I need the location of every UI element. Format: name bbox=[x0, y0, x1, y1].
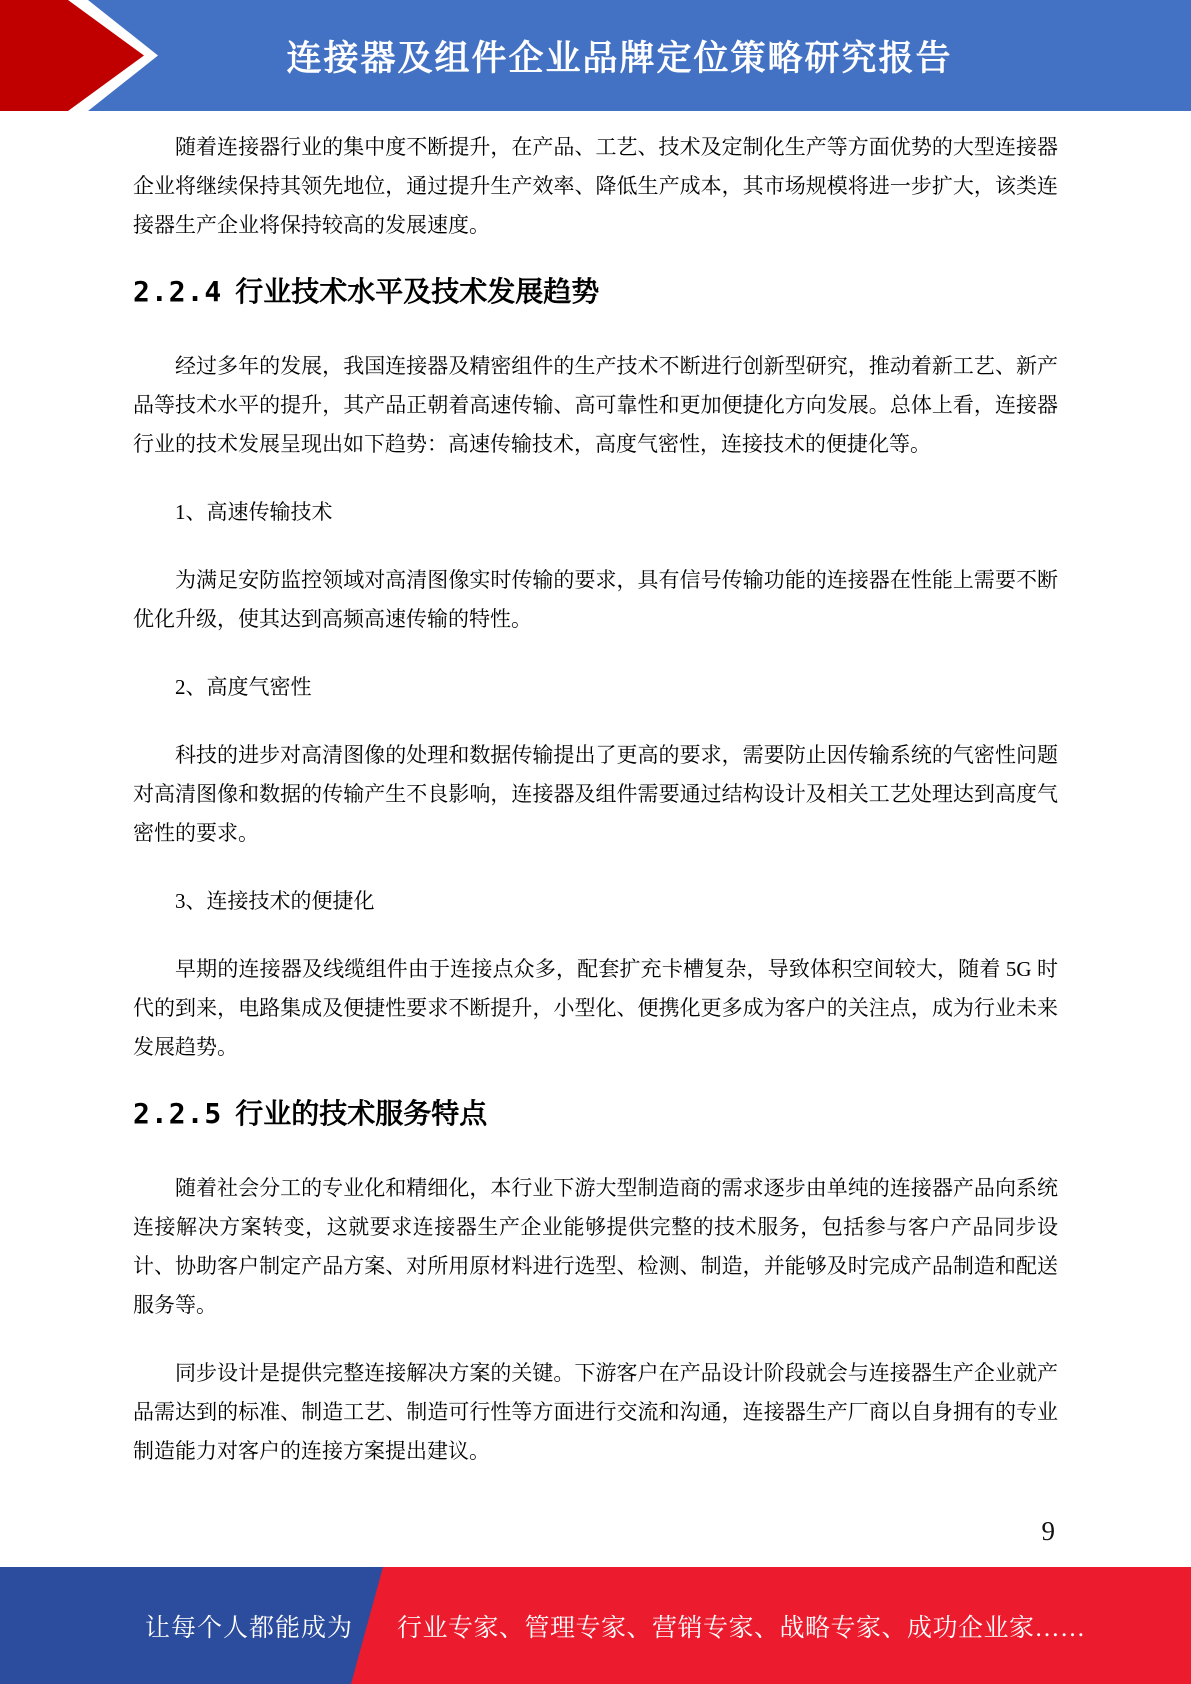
subsection-paragraph-2: 科技的进步对高清图像的处理和数据传输提出了更高的要求，需要防止因传输系统的气密性问题对高清图像和数据的传输产生不良影响，连接器及组件需要通过结构设计及相关工艺处理达到高度气密性的要求。 bbox=[133, 743, 1058, 845]
subsection-label-2: 2、高度气密性 bbox=[175, 675, 312, 699]
section-number: 2.2.4 bbox=[133, 275, 223, 308]
section-heading-2-2-5 bbox=[133, 1094, 1058, 1134]
section-paragraph: 同步设计是提供完整连接解决方案的关键。下游客户在产品设计阶段就会与连接器生产企业就产品需达到的标准、制造工艺、制造可行性等方面进行交流和沟通，连接器生产厂商以自身拥有的专业制造能力对客户的连接方案提出建议。 bbox=[133, 1361, 1058, 1463]
document-body bbox=[133, 111, 1058, 1471]
section-paragraph: 随着社会分工的专业化和精细化，本行业下游大型制造商的需求逐步由单纯的连接器产品向系统连接解决方案转变，这就要求连接器生产企业能够提供完整的技术服务，包括参与客户产品同步设计、协助客户制定产品方案、对所用原材料进行选型、检测、制造，并能够及时完成产品制造和配送服务等。 bbox=[133, 1176, 1058, 1317]
section-title: 行业技术水平及技术发展趋势 bbox=[235, 276, 600, 307]
subsection-paragraph-1: 为满足安防监控领域对高清图像实时传输的要求，具有信号传输功能的连接器在性能上需要不断优化升级，使其达到高频高速传输的特性。 bbox=[133, 568, 1058, 631]
page-number: 9 bbox=[1041, 1516, 1055, 1546]
report-title: 连接器及组件企业品牌定位策略研究报告 bbox=[286, 38, 953, 78]
subsection-paragraph-3: 早期的连接器及线缆组件由于连接点众多，配套扩充卡槽复杂，导致体积空间较大，随着 5G 时代的到来，电路集成及便捷性要求不断提升，小型化、便携化更多成为客户的关注点，成为行业未来发展趋势。 bbox=[133, 957, 1058, 1059]
page-footer bbox=[0, 1567, 1191, 1684]
section-title: 行业的技术服务特点 bbox=[235, 1098, 488, 1129]
footer-slogan-list: 行业专家、管理专家、营销专家、战略专家、成功企业家…… bbox=[397, 1614, 1086, 1642]
section-heading-2-2-4 bbox=[133, 272, 1058, 312]
section-number: 2.2.5 bbox=[133, 1097, 223, 1130]
subsection-label-1: 1、高速传输技术 bbox=[175, 500, 333, 524]
section-lead-paragraph: 经过多年的发展，我国连接器及精密组件的生产技术不断进行创新型研究，推动着新工艺、新产品等技术水平的提升，其产品正朝着高速传输、高可靠性和更加便捷化方向发展。总体上看，连接器行业的技术发展呈现出如下趋势：高速传输技术，高度气密性，连接技术的便捷化等。 bbox=[133, 354, 1058, 456]
footer-slogan-prefix: 让每个人都能成为 bbox=[145, 1614, 354, 1642]
subsection-label-3: 3、连接技术的便捷化 bbox=[175, 889, 375, 913]
page-header-banner bbox=[0, 0, 1191, 111]
intro-paragraph: 随着连接器行业的集中度不断提升，在产品、工艺、技术及定制化生产等方面优势的大型连接器企业将继续保持其领先地位，通过提升生产效率、降低生产成本，其市场规模将进一步扩大，该类连接器生产企业将保持较高的发展速度。 bbox=[133, 135, 1058, 237]
